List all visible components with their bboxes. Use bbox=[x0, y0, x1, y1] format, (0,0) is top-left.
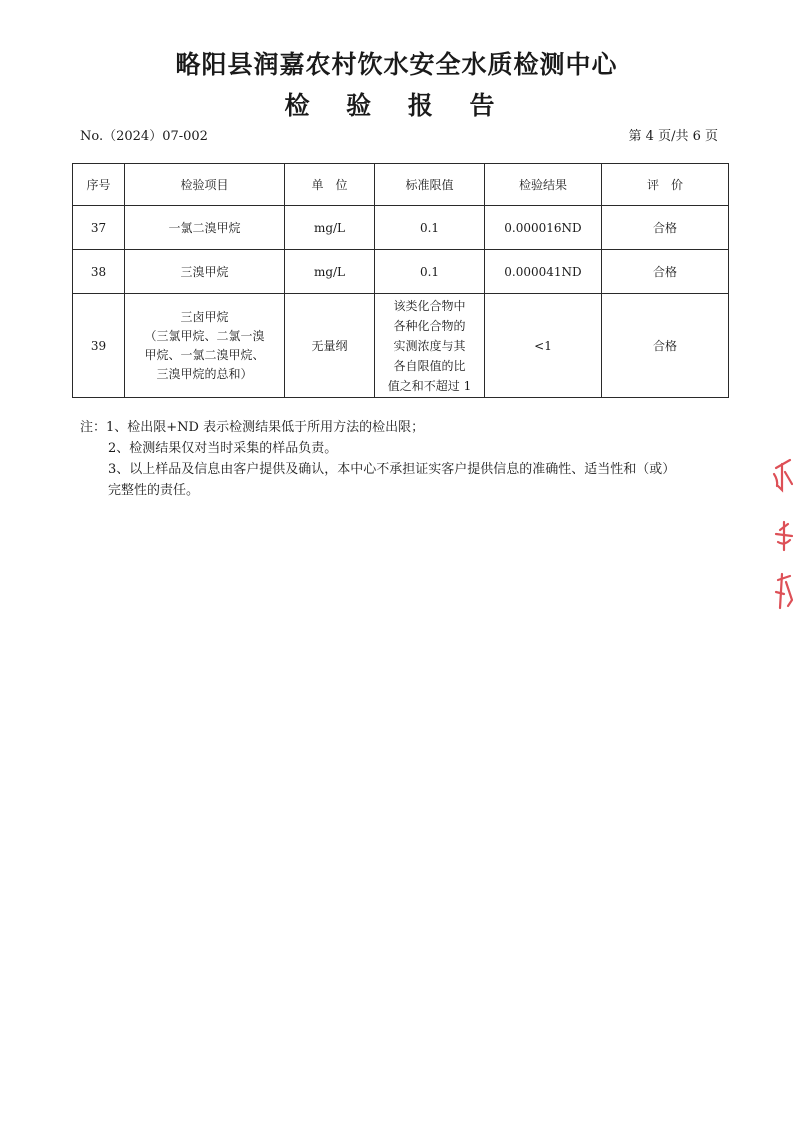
unit: mg/L bbox=[285, 250, 375, 294]
note-1: 注：1、检出限+ND 表示检测结果低于所用方法的检出限； bbox=[80, 420, 425, 435]
organization-title: 略阳县润嘉农村饮水安全水质检测中心 bbox=[175, 50, 618, 79]
column-header-limit: 标准限值 bbox=[375, 164, 485, 206]
note-3: 3、以上样品及信息由客户提供及确认，本中心不承担证实客户提供信息的准确性、适当性和（或） bbox=[108, 462, 676, 477]
inspection-results-table bbox=[72, 163, 729, 398]
standard-limit-line: 该类化合物中 bbox=[393, 298, 466, 313]
row-number: 38 bbox=[73, 250, 125, 294]
table-row bbox=[73, 206, 729, 250]
test-item: 三溴甲烷 bbox=[125, 250, 285, 294]
column-header-unit: 单 位 bbox=[285, 164, 375, 206]
column-header-no: 序号 bbox=[73, 164, 125, 206]
row-number: 37 bbox=[73, 206, 125, 250]
unit: mg/L bbox=[285, 206, 375, 250]
evaluation: 合格 bbox=[602, 250, 729, 294]
column-header-evaluation: 评 价 bbox=[602, 164, 729, 206]
test-result: 0.000041ND bbox=[485, 250, 602, 294]
table-row bbox=[73, 250, 729, 294]
report-title: 检 验 报 告 bbox=[284, 91, 509, 120]
note-2: 2、检测结果仅对当时采集的样品负责。 bbox=[108, 441, 338, 456]
test-item bbox=[125, 294, 285, 398]
report-number: No.（2024）07-002 bbox=[80, 129, 208, 144]
standard-limit-line: 值之和不超过 1 bbox=[387, 378, 472, 393]
test-item-line: 三溴甲烷的总和） bbox=[156, 366, 253, 381]
evaluation: 合格 bbox=[602, 206, 729, 250]
standard-limit-line: 实测浓度与其 bbox=[393, 338, 466, 353]
test-item-line: 甲烷、一氯二溴甲烷、 bbox=[144, 347, 265, 362]
column-header-item: 检验项目 bbox=[125, 164, 285, 206]
standard-limit bbox=[375, 294, 485, 398]
table-row bbox=[73, 294, 729, 398]
table-header-row bbox=[73, 164, 729, 206]
standard-limit: 0.1 bbox=[375, 250, 485, 294]
test-result: 0.000016ND bbox=[485, 206, 602, 250]
unit: 无量纲 bbox=[285, 294, 375, 398]
seal-stamp-fragment bbox=[768, 450, 793, 620]
evaluation: 合格 bbox=[602, 294, 729, 398]
standard-limit-line: 各种化合物的 bbox=[393, 318, 466, 333]
test-item: 一氯二溴甲烷 bbox=[125, 206, 285, 250]
test-item-line: 三卤甲烷 bbox=[180, 309, 229, 324]
page-number: 第 4 页/共 6 页 bbox=[628, 129, 718, 144]
notes-section bbox=[80, 417, 730, 501]
seal-stamp-icon bbox=[768, 450, 793, 620]
row-number: 39 bbox=[73, 294, 125, 398]
note-3-continuation: 完整性的责任。 bbox=[108, 483, 200, 498]
test-result: <1 bbox=[485, 294, 602, 398]
standard-limit-line: 各自限值的比 bbox=[393, 358, 466, 373]
column-header-result: 检验结果 bbox=[485, 164, 602, 206]
test-item-line: （三氯甲烷、二氯一溴 bbox=[144, 328, 265, 343]
standard-limit: 0.1 bbox=[375, 206, 485, 250]
